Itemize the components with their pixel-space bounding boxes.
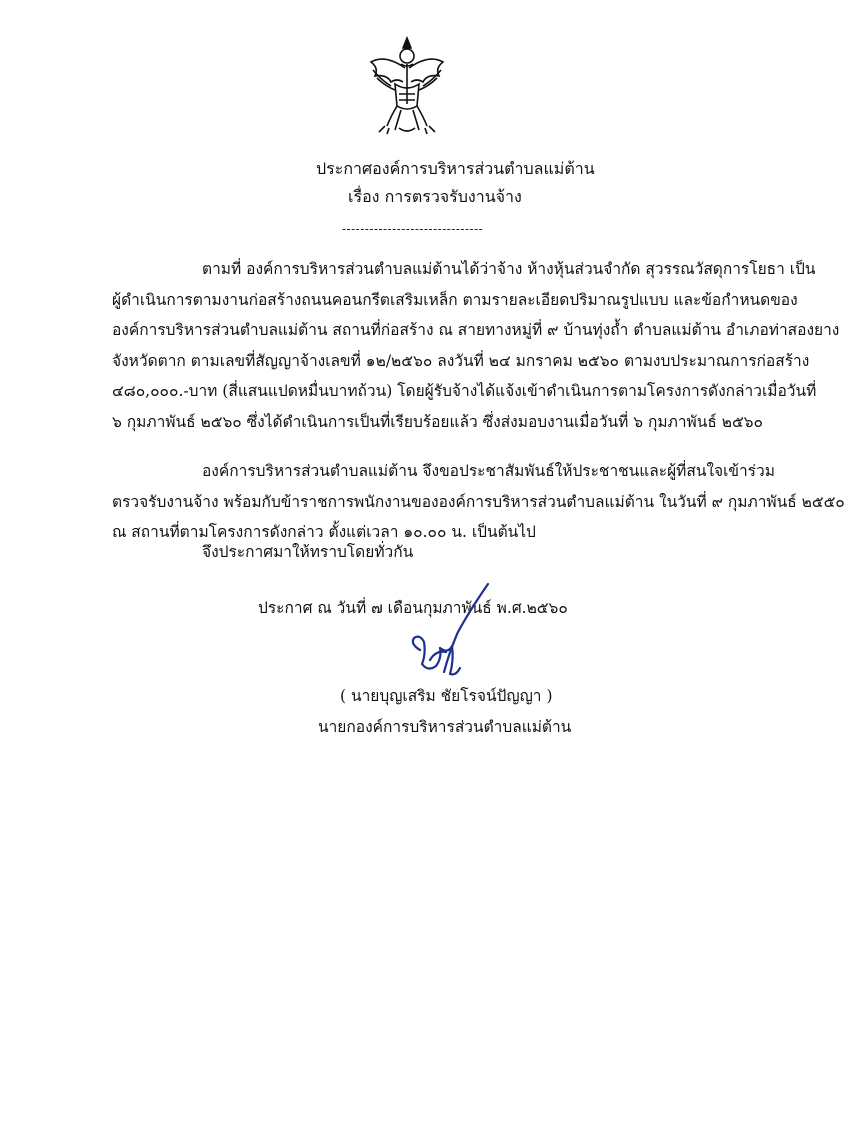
handwritten-signature-icon [400,580,500,690]
title-divider: ------------------------------- [342,222,484,236]
signer-name: ( นายบุญเสริม ชัยโรจน์ปัญญา ) [340,687,553,705]
paragraph-line: ๔๘๐,๐๐๐.-บาท (สี่แสนแปดหมื่นบาทถ้วน) โดยผู้รับจ้างได้แจ้งเข้าดำเนินการตามโครงการดังกล่าวเมื่อวันที่ [112,382,817,400]
announcement-date: ประกาศ ณ วันที่ ๗ เดือนกุมภาพันธ์ พ.ศ.๒๕๖๐ [258,599,568,617]
paragraph-line: ๖ กุมภาพันธ์ ๒๕๖๐ ซึ่งได้ดำเนินการเป็นที่เรียบร้อยแล้ว ซึ่งส่งมอบงานเมื่อวันที่ ๖ กุมภาพันธ์ ๒๕๖๐ [112,412,763,431]
paragraph-line: ผู้ดำเนินการตามงานก่อสร้างถนนคอนกรีตเสริมเหล็ก ตามรายละเอียดปริมาณรูปแบบ และข้อกำหนดของ [112,290,798,309]
paragraph-contract-details [112,254,840,437]
paragraph-inspection-invite [112,456,845,548]
signer-position: นายกองค์การบริหารส่วนตำบลแม่ต้าน [318,718,572,736]
garuda-emblem-icon [365,34,449,138]
paragraph-line: จังหวัดตาก ตามเลขที่สัญญาจ้างเลขที่ ๑๒/๒๕๖๐ ลงวันที่ ๒๔ มกราคม ๒๕๖๐ ตามงบประมาณการก่อสร้าง [112,351,810,370]
paragraph-line: ตามที่ องค์การบริหารส่วนตำบลแม่ต้านได้ว่าจ้าง ห้างหุ้นส่วนจำกัด สุวรรณวัสดุการโยธา เป็น [202,260,816,278]
announcement-subject: เรื่อง การตรวจรับงานจ้าง [348,187,522,206]
paragraph-line: ณ สถานที่ตามโครงการดังกล่าว ตั้งแต่เวลา ๑๐.๐๐ น. เป็นต้นไป [112,523,536,541]
paragraph-line: องค์การบริหารส่วนตำบลแม่ต้าน สถานที่ก่อสร้าง ณ สายทางหมู่ที่ ๙ บ้านทุ่งถ้ำ ตำบลแม่ต้าน อำเภอท่าสองยาง [112,321,840,339]
closing-statement: จึงประกาศมาให้ทราบโดยทั่วกัน [202,543,414,561]
announcement-title: ประกาศองค์การบริหารส่วนตำบลแม่ต้าน [316,159,595,178]
paragraph-line: องค์การบริหารส่วนตำบลแม่ต้าน จึงขอประชาสัมพันธ์ให้ประชาชนและผู้ที่สนใจเข้าร่วม [202,462,775,480]
paragraph-line: ตรวจรับงานจ้าง พร้อมกับข้าราชการพนักงานขององค์การบริหารส่วนตำบลแม่ต้าน ในวันที่ ๙ กุมภาพันธ์ ๒๕๕๐ [112,492,845,511]
